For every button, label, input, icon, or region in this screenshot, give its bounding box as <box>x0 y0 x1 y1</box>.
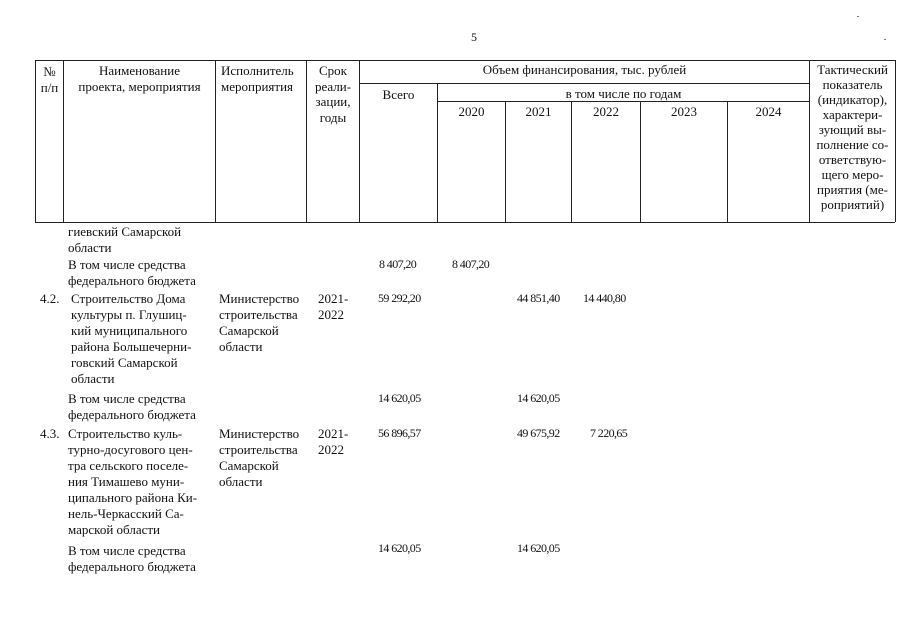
row-4-3-period: 2021- 2022 <box>318 426 349 457</box>
header-year-2024: 2024 <box>755 104 782 119</box>
header-by-years: в том числе по годам <box>565 86 682 101</box>
header-year-2022: 2022 <box>593 104 619 119</box>
scan-speck <box>857 16 859 17</box>
row-4-2-fed-label: В том числе средства федерального бюджета <box>68 391 196 422</box>
row-4-3-name: Строительство куль- турно-досугового цен- тра сельского поселе- ния Тимашево муни- ципального района Ки- нель-Черкасский Са- марской области <box>68 426 198 537</box>
row-4-2-executor: Министерство строительства Самарской области <box>219 291 300 354</box>
cont-fed-label: В том числе средства федерального бюджета <box>68 257 196 288</box>
row-4-3-fed-total: 14 620,05 <box>378 541 421 555</box>
row-4-3-2022: 7 220,65 <box>590 426 628 440</box>
cont-fed-2020: 8 407,20 <box>452 257 490 271</box>
row-4-2-total: 59 292,20 <box>378 291 421 305</box>
header-funding: Объем финансирования, тыс. рублей <box>482 62 687 77</box>
row-4-3-total: 56 896,57 <box>378 426 421 440</box>
cont-fed-total: 8 407,20 <box>379 257 417 271</box>
header-indicator: Тактический показатель (индикатор), характери- зующий вы- полнение со- ответствую- щего меро- приятия (ме- роприятий) <box>816 62 889 212</box>
header-year-2023: 2023 <box>671 104 697 119</box>
row-4-3-fed-label: В том числе средства федерального бюджета <box>68 543 196 574</box>
cont-row-name: гиевский Самарской области <box>68 224 182 255</box>
header-executor: Исполнитель мероприятия <box>221 63 294 94</box>
row-4-2-2021: 44 851,40 <box>517 291 560 305</box>
row-4-3-fed-2021: 14 620,05 <box>517 541 560 555</box>
row-4-2-num: 4.2. <box>40 291 60 306</box>
row-4-2-2022: 14 440,80 <box>583 291 626 305</box>
page-number: 5 <box>471 30 477 44</box>
row-4-3-2021: 49 675,92 <box>517 426 560 440</box>
header-year-2020: 2020 <box>458 104 485 119</box>
scan-speck <box>884 39 886 40</box>
header-period: Срок реали- зации, годы <box>314 63 352 125</box>
row-4-2-fed-total: 14 620,05 <box>378 391 421 405</box>
row-4-2-fed-2021: 14 620,05 <box>517 391 560 405</box>
header-num: № п/п <box>40 64 59 95</box>
header-name: Наименование проекта, мероприятия <box>78 63 201 94</box>
row-4-3-executor: Министерство строительства Самарской области <box>219 426 300 489</box>
row-4-2-name: Строительство Дома культуры п. Глушиц- кий муниципального района Большечерни- говский Самарской области <box>71 291 192 386</box>
row-4-3-num: 4.3. <box>40 426 60 441</box>
header-year-2021: 2021 <box>525 104 552 119</box>
row-4-2-period: 2021- 2022 <box>318 291 349 322</box>
header-total: Всего <box>382 87 415 102</box>
